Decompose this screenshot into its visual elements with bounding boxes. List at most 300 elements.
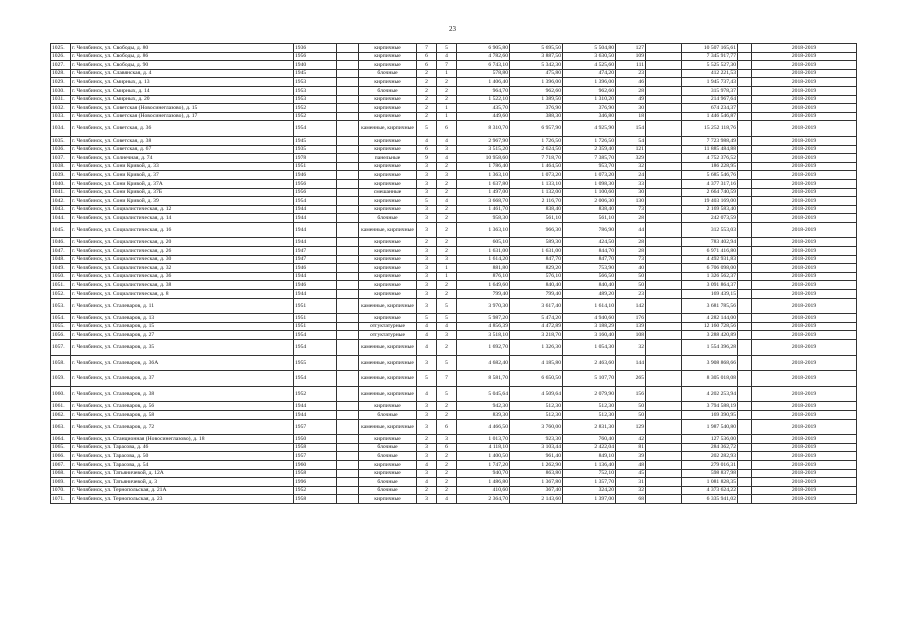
residential-area-cell: 2 463,60 [563, 355, 616, 371]
address-cell: г. Челябинск, ул. Смирных, д. 14 [71, 86, 294, 95]
wall-material-cell: блочные [359, 69, 417, 78]
row-number: 1043. [51, 205, 71, 214]
premises-area-cell: 4 509,64 [510, 386, 563, 402]
residents-cell: 111 [616, 61, 646, 70]
period-cell: 2018-2019 [752, 452, 857, 461]
row-number: 1056. [51, 331, 71, 340]
residential-area-cell: 474,20 [563, 69, 616, 78]
row-number: 1047. [51, 247, 71, 256]
blank-cell [337, 78, 359, 87]
floors-cell: 3 [417, 247, 437, 256]
year-cell: 1946 [294, 264, 337, 273]
blank-cell [337, 331, 359, 340]
row-number: 1030. [51, 86, 71, 95]
year-cell: 1951 [294, 298, 337, 314]
blank-cell [646, 188, 682, 197]
entrances-cell: 6 [437, 419, 457, 435]
entrances-cell: 2 [437, 162, 457, 171]
blank-cell [646, 61, 682, 70]
total-area-cell: 4 118,10 [457, 443, 510, 452]
premises-area-cell: 1 396,00 [510, 78, 563, 87]
blank-cell [646, 486, 682, 495]
blank-cell [337, 486, 359, 495]
repair-cost-cell: 1 554 396,28 [682, 340, 738, 356]
residential-area-cell: 376,90 [563, 104, 616, 113]
wall-material-cell: каменные, кирпичные [359, 222, 417, 238]
year-cell: 1944 [294, 272, 337, 281]
period-cell: 2018-2019 [752, 410, 857, 419]
residential-area-cell: 7 385,70 [563, 154, 616, 163]
entrances-cell: 5 [437, 386, 457, 402]
blank-cell [337, 255, 359, 264]
residential-area-cell: 753,90 [563, 264, 616, 273]
repair-cost-cell: 412 221,53 [682, 69, 738, 78]
residents-cell: 121 [616, 145, 646, 154]
row-number: 1066. [51, 452, 71, 461]
repair-cost-cell: 186 228,95 [682, 162, 738, 171]
table-row [51, 402, 857, 411]
address-cell: г. Челябинск, ул. Свободы, д. 80 [71, 44, 294, 53]
premises-area-cell: 5 695,50 [510, 44, 563, 53]
blank-cell [646, 419, 682, 435]
entrances-cell: 7 [437, 61, 457, 70]
year-cell: 1954 [294, 197, 337, 206]
floors-cell: 6 [417, 52, 437, 61]
blank-cell [738, 486, 752, 495]
blank-cell [738, 205, 752, 214]
entrances-cell: 2 [437, 179, 457, 188]
address-cell: г. Челябинск, ул. Смирных, д. 20 [71, 95, 294, 104]
entrances-cell: 2 [437, 290, 457, 299]
blank-cell [646, 402, 682, 411]
total-area-cell: 410,60 [457, 486, 510, 495]
residents-cell: 176 [616, 314, 646, 323]
row-number: 1040. [51, 179, 71, 188]
blank-cell [646, 112, 682, 121]
address-cell: г. Челябинск, ул. Сони Кривой, д. 37 [71, 171, 294, 180]
period-cell: 2018-2019 [752, 44, 857, 53]
entrances-cell: 6 [437, 443, 457, 452]
table-row [51, 214, 857, 223]
address-cell: г. Челябинск, ул. Станционная (Новосинеглазово), д. 18 [71, 435, 294, 444]
blank-cell [646, 222, 682, 238]
repair-cost-cell: 5 525 527,30 [682, 61, 738, 70]
blank-cell [337, 410, 359, 419]
blank-cell [337, 340, 359, 356]
entrances-cell: 2 [437, 340, 457, 356]
row-number: 1059. [51, 371, 71, 387]
period-cell: 2018-2019 [752, 61, 857, 70]
floors-cell: 3 [417, 469, 437, 478]
blank-cell [738, 171, 752, 180]
period-cell: 2018-2019 [752, 145, 857, 154]
wall-material-cell: смешанные [359, 188, 417, 197]
residents-cell: 73 [616, 205, 646, 214]
year-cell: 1952 [294, 386, 337, 402]
floors-cell: 3 [417, 171, 437, 180]
floors-cell: 3 [417, 495, 437, 504]
year-cell: 1956 [294, 179, 337, 188]
blank-cell [646, 104, 682, 113]
wall-material-cell: отгуктатурные [359, 322, 417, 331]
table-row [51, 298, 857, 314]
floors-cell: 4 [417, 136, 437, 145]
total-area-cell: 2 364,70 [457, 495, 510, 504]
repair-cost-cell: 3 794 588,19 [682, 402, 738, 411]
address-cell: г. Челябинск, ул. Социалистическая, д. 38 [71, 281, 294, 290]
table-row [51, 222, 857, 238]
blank-cell [646, 247, 682, 256]
wall-material-cell: панельные [359, 154, 417, 163]
total-area-cell: 605,10 [457, 238, 510, 247]
repair-cost-cell: 242 073,59 [682, 214, 738, 223]
entrances-cell: 5 [437, 355, 457, 371]
total-area-cell: 5 045,64 [457, 386, 510, 402]
residents-cell: 108 [616, 331, 646, 340]
wall-material-cell: кирпичные [359, 314, 417, 323]
address-cell: г. Челябинск, ул. Тарасова, д. 50 [71, 452, 294, 461]
wall-material-cell: блочные [359, 478, 417, 487]
residents-cell: 18 [616, 112, 646, 121]
year-cell: 1954 [294, 121, 337, 137]
period-cell: 2018-2019 [752, 238, 857, 247]
address-cell: г. Челябинск, ул. Социалистическая, д. 26 [71, 247, 294, 256]
wall-material-cell: каменные, кирпичные [359, 419, 417, 435]
repair-cost-cell: 10 507 165,61 [682, 44, 738, 53]
floors-cell: 2 [417, 95, 437, 104]
premises-area-cell: 3 617,40 [510, 298, 563, 314]
residential-area-cell: 324,20 [563, 486, 616, 495]
floors-cell: 3 [417, 298, 437, 314]
floors-cell: 4 [417, 386, 437, 402]
total-area-cell: 3 970,30 [457, 298, 510, 314]
entrances-cell: 1 [437, 272, 457, 281]
blank-cell [646, 205, 682, 214]
residents-cell: 129 [616, 419, 646, 435]
repair-cost-cell: 2 664 740,59 [682, 188, 738, 197]
residents-cell: 46 [616, 78, 646, 87]
floors-cell: 3 [417, 272, 437, 281]
residential-area-cell: 1 357,70 [563, 478, 616, 487]
blank-cell [646, 264, 682, 273]
table-row [51, 355, 857, 371]
blank-cell [738, 78, 752, 87]
total-area-cell: 4 682,40 [457, 355, 510, 371]
total-area-cell: 942,30 [457, 402, 510, 411]
floors-cell: 3 [417, 205, 437, 214]
period-cell: 2018-2019 [752, 314, 857, 323]
total-area-cell: 2 967,90 [457, 136, 510, 145]
premises-area-cell: 1 631,00 [510, 247, 563, 256]
total-area-cell: 1 522,10 [457, 95, 510, 104]
year-cell: 1951 [294, 322, 337, 331]
address-cell: г. Челябинск, ул. Сталеваров, д. 72 [71, 419, 294, 435]
residential-area-cell: 424,50 [563, 238, 616, 247]
address-cell: г. Челябинск, ул. Сталеваров, д. 58 [71, 410, 294, 419]
table-row [51, 255, 857, 264]
period-cell: 2018-2019 [752, 298, 857, 314]
floors-cell: 3 [417, 443, 437, 452]
repair-cost-cell: 279 016,31 [682, 460, 738, 469]
residents-cell: 39 [616, 452, 646, 461]
blank-cell [646, 469, 682, 478]
residents-cell: 23 [616, 290, 646, 299]
total-area-cell: 1 614,20 [457, 255, 510, 264]
period-cell: 2018-2019 [752, 264, 857, 273]
residents-cell: 31 [616, 478, 646, 487]
blank-cell [337, 298, 359, 314]
residents-cell: 144 [616, 355, 646, 371]
year-cell: 1944 [294, 238, 337, 247]
period-cell: 2018-2019 [752, 78, 857, 87]
address-cell: г. Челябинск, ул. Тернопольская, д. 21А [71, 486, 294, 495]
blank-cell [337, 69, 359, 78]
blank-cell [646, 386, 682, 402]
blank-cell [738, 222, 752, 238]
address-cell: г. Челябинск, ул. Сталеваров, д. 56 [71, 402, 294, 411]
total-area-cell: 1 637,80 [457, 179, 510, 188]
blank-cell [337, 112, 359, 121]
floors-cell: 4 [417, 331, 437, 340]
premises-area-cell: 367,40 [510, 486, 563, 495]
table-row [51, 78, 857, 87]
residential-area-cell: 3 188,29 [563, 322, 616, 331]
residential-area-cell: 786,90 [563, 222, 616, 238]
blank-cell [646, 171, 682, 180]
row-number: 1033. [51, 112, 71, 121]
floors-cell: 3 [417, 290, 437, 299]
total-area-cell: 1 406,40 [457, 78, 510, 87]
blank-cell [738, 61, 752, 70]
blank-cell [738, 121, 752, 137]
table-row [51, 281, 857, 290]
table-row [51, 478, 857, 487]
floors-cell: 3 [417, 222, 437, 238]
floors-cell: 4 [417, 322, 437, 331]
premises-area-cell: 829,20 [510, 264, 563, 273]
address-cell: г. Челябинск, ул. Смирных, д. 13 [71, 78, 294, 87]
blank-cell [646, 322, 682, 331]
year-cell: 1950 [294, 435, 337, 444]
total-area-cell: 578,80 [457, 69, 510, 78]
premises-area-cell: 966,30 [510, 222, 563, 238]
premises-area-cell: 6 957,90 [510, 121, 563, 137]
blank-cell [738, 136, 752, 145]
residents-cell: 50 [616, 272, 646, 281]
address-cell: г. Челябинск, ул. Социалистическая, д. 30 [71, 255, 294, 264]
residents-cell: 54 [616, 136, 646, 145]
residents-cell: 142 [616, 298, 646, 314]
premises-area-cell: 1 262,90 [510, 460, 563, 469]
blank-cell [646, 281, 682, 290]
row-number: 1049. [51, 264, 71, 273]
residential-area-cell: 1 310,20 [563, 95, 616, 104]
period-cell: 2018-2019 [752, 112, 857, 121]
residential-area-cell: 1 614,10 [563, 298, 616, 314]
residential-area-cell: 566,50 [563, 272, 616, 281]
blank-cell [337, 205, 359, 214]
wall-material-cell: кирпичные [359, 402, 417, 411]
residential-area-cell: 1 396,00 [563, 78, 616, 87]
blank-cell [646, 52, 682, 61]
floors-cell: 3 [417, 281, 437, 290]
year-cell: 1957 [294, 419, 337, 435]
address-cell: г. Челябинск, ул. Сталеваров, д. 36А [71, 355, 294, 371]
floors-cell: 3 [417, 162, 437, 171]
blank-cell [337, 495, 359, 504]
blank-cell [337, 460, 359, 469]
address-cell: г. Челябинск, ул. Татьяничевой, д. 3 [71, 478, 294, 487]
blank-cell [738, 197, 752, 206]
entrances-cell: 3 [437, 331, 457, 340]
residents-cell: 68 [616, 495, 646, 504]
blank-cell [738, 298, 752, 314]
total-area-cell: 5 987,20 [457, 314, 510, 323]
period-cell: 2018-2019 [752, 340, 857, 356]
year-cell: 1960 [294, 460, 337, 469]
period-cell: 2018-2019 [752, 495, 857, 504]
floors-cell: 2 [417, 86, 437, 95]
premises-area-cell: 838,40 [510, 205, 563, 214]
blank-cell [738, 44, 752, 53]
entrances-cell: 3 [437, 255, 457, 264]
wall-material-cell: кирпичные [359, 136, 417, 145]
premises-area-cell: 4 185,80 [510, 355, 563, 371]
blank-cell [646, 272, 682, 281]
floors-cell: 3 [417, 452, 437, 461]
blank-cell [646, 179, 682, 188]
total-area-cell: 4 782,60 [457, 52, 510, 61]
repair-cost-cell: 1 446 546,87 [682, 112, 738, 121]
address-cell: г. Челябинск, ул. Сталеваров, д. 27 [71, 331, 294, 340]
year-cell: 1958 [294, 495, 337, 504]
blank-cell [337, 179, 359, 188]
repair-cost-cell: 1 081 828,35 [682, 478, 738, 487]
blank-cell [337, 171, 359, 180]
table-row [51, 162, 857, 171]
period-cell: 2018-2019 [752, 121, 857, 137]
wall-material-cell: кирпичные [359, 197, 417, 206]
blank-cell [738, 154, 752, 163]
blank-cell [337, 452, 359, 461]
residential-area-cell: 847,70 [563, 255, 616, 264]
row-number: 1063. [51, 419, 71, 435]
address-cell: г. Челябинск, ул. Свободы, д. 86 [71, 52, 294, 61]
residents-cell: 329 [616, 154, 646, 163]
table-row [51, 205, 857, 214]
floors-cell: 3 [417, 410, 437, 419]
floors-cell: 3 [417, 214, 437, 223]
year-cell: 1956 [294, 52, 337, 61]
premises-area-cell: 1 326,30 [510, 340, 563, 356]
address-cell: г. Челябинск, ул. Тарасова, д. 46 [71, 443, 294, 452]
residents-cell: 265 [616, 371, 646, 387]
entrances-cell: 2 [437, 222, 457, 238]
residential-area-cell: 1 726,50 [563, 136, 616, 145]
residents-cell: 28 [616, 247, 646, 256]
repair-cost-cell: 4 202 253,94 [682, 386, 738, 402]
row-number: 1025. [51, 44, 71, 53]
entrances-cell: 5 [437, 314, 457, 323]
table-row [51, 469, 857, 478]
residential-area-cell: 512,30 [563, 410, 616, 419]
residential-area-cell: 760,40 [563, 435, 616, 444]
floors-cell: 2 [417, 435, 437, 444]
residential-area-cell: 752,10 [563, 469, 616, 478]
floors-cell: 2 [417, 486, 437, 495]
entrances-cell: 2 [437, 478, 457, 487]
year-cell: 1947 [294, 255, 337, 264]
residential-area-cell: 838,40 [563, 205, 616, 214]
year-cell: 1944 [294, 214, 337, 223]
table-row [51, 486, 857, 495]
address-cell: г. Челябинск, ул. Славянская, д. 4 [71, 69, 294, 78]
row-number: 1028. [51, 69, 71, 78]
blank-cell [337, 314, 359, 323]
blank-cell [646, 78, 682, 87]
table-row [51, 443, 857, 452]
residents-cell: 30 [616, 104, 646, 113]
total-area-cell: 435,70 [457, 104, 510, 113]
residents-cell: 33 [616, 179, 646, 188]
blank-cell [337, 272, 359, 281]
year-cell: 1951 [294, 162, 337, 171]
wall-material-cell: кирпичные [359, 255, 417, 264]
period-cell: 2018-2019 [752, 104, 857, 113]
premises-area-cell: 840,40 [510, 281, 563, 290]
address-cell: г. Челябинск, ул. Татьяничевой, д. 12А [71, 469, 294, 478]
floors-cell: 2 [417, 238, 437, 247]
entrances-cell: 1 [437, 104, 457, 113]
premises-area-cell: 576,10 [510, 272, 563, 281]
total-area-cell: 1 363,10 [457, 222, 510, 238]
row-number: 1037. [51, 154, 71, 163]
blank-cell [646, 443, 682, 452]
wall-material-cell: блочные [359, 452, 417, 461]
address-cell: г. Челябинск, ул. Социалистическая, д. 14 [71, 214, 294, 223]
residents-cell: 24 [616, 171, 646, 180]
entrances-cell: 2 [437, 214, 457, 223]
row-number: 1035. [51, 136, 71, 145]
address-cell: г. Челябинск, ул. Сони Кривой, д. 39 [71, 197, 294, 206]
entrances-cell: 2 [437, 410, 457, 419]
repair-cost-cell: 169 390,95 [682, 410, 738, 419]
residential-area-cell: 1 136,40 [563, 460, 616, 469]
wall-material-cell: отгуктатурные [359, 331, 417, 340]
period-cell: 2018-2019 [752, 171, 857, 180]
entrances-cell: 2 [437, 95, 457, 104]
address-cell: г. Челябинск, ул. Советская, д. 67 [71, 145, 294, 154]
blank-cell [337, 469, 359, 478]
premises-area-cell: 3 760,00 [510, 419, 563, 435]
residents-cell: 32 [616, 162, 646, 171]
period-cell: 2018-2019 [752, 290, 857, 299]
repair-cost-cell: 4 377 317,16 [682, 179, 738, 188]
blank-cell [738, 104, 752, 113]
total-area-cell: 449,60 [457, 112, 510, 121]
repair-cost-cell: 1 326 562,37 [682, 272, 738, 281]
blank-cell [738, 214, 752, 223]
blank-cell [738, 238, 752, 247]
total-area-cell: 1 497,00 [457, 188, 510, 197]
total-area-cell: 3 518,10 [457, 331, 510, 340]
page-number: 23 [449, 25, 456, 33]
year-cell: 1996 [294, 478, 337, 487]
blank-cell [738, 419, 752, 435]
blank-cell [337, 86, 359, 95]
repair-cost-cell: 8 305 018,08 [682, 371, 738, 387]
entrances-cell: 3 [437, 435, 457, 444]
